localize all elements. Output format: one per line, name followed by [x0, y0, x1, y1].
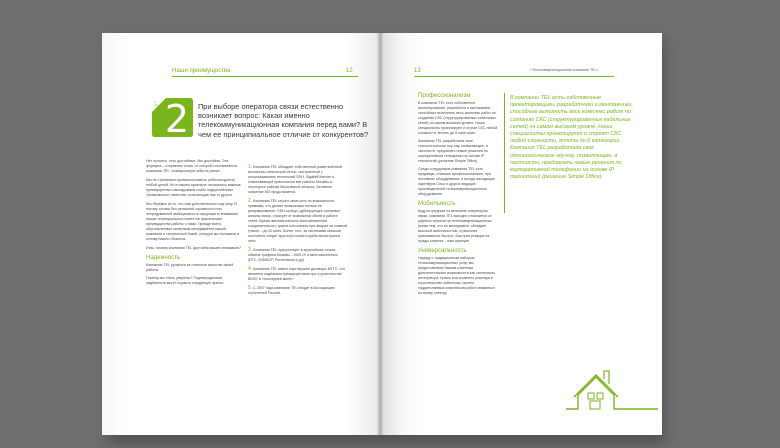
item-number: 4.	[248, 266, 253, 272]
left-header-rule	[172, 76, 358, 77]
right-header-rule	[414, 76, 614, 77]
item-number: 2.	[248, 198, 253, 204]
universality-title: Универсальность	[418, 248, 467, 254]
badge-number: 2	[164, 97, 190, 138]
item-number: 1.	[248, 164, 253, 170]
item-number: 3.	[248, 247, 253, 253]
reliability-paragraph: Почему мы столь уверены? Подтверждением надёжности могут служить следующие факты:	[146, 276, 224, 285]
right-page	[380, 33, 662, 435]
professionalism-paragraph: Компания TEL разработала свое технологическое ноу-хау, позволяющее, в частности, предлагать новые решения по корпоративной телефонии на основе IP технологий (решение Simple Office).	[418, 139, 488, 163]
right-text-column	[418, 93, 498, 296]
intro-column	[146, 159, 242, 286]
left-header-title: Наши преимущества	[172, 68, 231, 74]
pull-quote: В компании TEL есть собственные проектировщики, разработчики и монтажники, способные выполнить весь комплекс работ по созданию СКС (структурированных кабельных сетей) на самом высоком уровне. Наши специалисты проектируют и строят СКС любой сложности, вплоть до 6 категории. Компания TEL разработала свое технологическое ноу-хау, позволяющее, в частности, предлагать новые решения по корпоративной телефонии на основе IP технологий (решение Simple Office).	[510, 95, 634, 181]
item-text: Компания TEL присутствует в крупнейших точках обмена трафика Москвы – MSK-IX и многочисленных (RTC, КОМКОР, Ростелеком и др).	[248, 248, 338, 262]
numbered-item	[248, 286, 348, 296]
item-text: Компания TEL имеет партнёрские договоры МГТС, что является надёжным преимуществом при строительстве ВОЛС в «последней миле».	[248, 267, 345, 281]
item-number: 5.	[248, 285, 253, 291]
reliability-paragraph: Компания TEL ручается за отличное качество своей работы.	[146, 263, 234, 272]
question-heading: При выборе оператора связи естественно возникает вопрос: Какая именно телекоммуникационная компания перед вами? В чем ее принципиальное отличие от конкурентов?	[198, 102, 369, 139]
mobility-paragraph: Будучи средним по величине оператором связи, компания TEL выгодно отличается от крупных игроков на телекоммуникационном рынке тем, что ее менеджмент обладает высокой мобильностью, а решения принимаются быстро. Быстрая реакция на нужды клиента – наш принцип.	[418, 209, 492, 243]
intro-paragraph: Итак, почему компания TEL достойна вашего внимания?	[146, 246, 241, 250]
professionalism-title: Профессионализм	[418, 93, 471, 99]
intro-paragraph: Нет лучшего, есть достойные. Мы достойны. Эта формула – отправная точка, от которой отталкивается компания TEL, позиционируя себя на рынке.	[146, 159, 238, 173]
item-text: Компания TEL обладает собственной разветвлённой волоконно-оптической сетью, построенной с использованием технологий SDH, GigabitEthernet и охватывающей практически все районы Москвы и некоторые районы Московской области. Активное освоение МО продолжается.	[248, 165, 342, 194]
mobility-title: Мобильность	[418, 201, 456, 207]
universality-paragraph: Наряду с традиционным набором телекоммуникационных услуг мы предоставляем нашим клиентам дополнительные возможности как системного интегратора, прямо или косвенно участвуя в строительстве кабельных систем, подкрепляемых комплексом работ связанных по всему спектру.	[418, 256, 495, 295]
numbered-column	[248, 165, 348, 296]
professionalism-paragraph: В компании TEL есть собственное проектирование, разработка и монтажники, способные выполнить весь комплекс работ по созданию СКС (структурированных кабельных сетей) на самом высоком уровне. Наши специалисты проектируют и строят СКС любой сложности, вплоть до 6 категории.	[418, 101, 498, 135]
left-page-number: 12	[346, 68, 353, 74]
reliability-title: Надежность	[146, 255, 180, 261]
numbered-item	[248, 267, 348, 282]
quote-divider	[504, 93, 505, 213]
numbered-item	[248, 199, 348, 244]
intro-paragraph: Мы берёмся за то, что нам действительно под силу. И потому готовы без излишней скромности или непродуманной амбициозности предложить вниманию наших потенциальных клиентов фактические преимущества работы с нами. Прежде всего, обусловленные качеством менеджмента нашей компании и технической базой, которую мы положили в основу нашего бизнеса.	[146, 202, 240, 241]
intro-paragraph: Мы не стремимся противопоставить себя конкуренту любой ценой. Но в нашем арсенале отыскались важные преимущества и вкладываем слабо подкреплённые «уникальные» качества, отличающие нас от других.	[146, 178, 241, 197]
house-icon	[566, 357, 658, 425]
item-text: С 2007 года компания TEL входит в Ассоциацию строителей России.	[248, 286, 335, 295]
book-spine	[377, 33, 383, 435]
item-text: Компания TEL строит свою сеть по возможности прямыми, что делает возможным полное ее резервирование. SDH-кольцо, дублирующее основные каналы связи, страхует от возможных сбоев в работе сетей. Время автоматического восстановления соединительного тракта или канала при аварии на главной трассе – до 50 мсек. Более того, за системами каналов постоянно следит круглосуточная служба мониторинга сети.	[248, 199, 348, 243]
right-header-title: «Телекоммуникационная компания TEL»	[530, 68, 599, 72]
number-badge	[150, 96, 194, 138]
left-page	[102, 33, 380, 435]
numbered-item	[248, 165, 348, 195]
right-page-number: 13	[414, 68, 421, 74]
professionalism-paragraph: Среди сотрудников компании TEL есть продавцы, ставшие профессионалами, при поставках оборудования, и всегда находящие партнёров Cisco и других ведущих производителей телекоммуникационного оборудования.	[418, 167, 495, 196]
numbered-item	[248, 248, 348, 263]
